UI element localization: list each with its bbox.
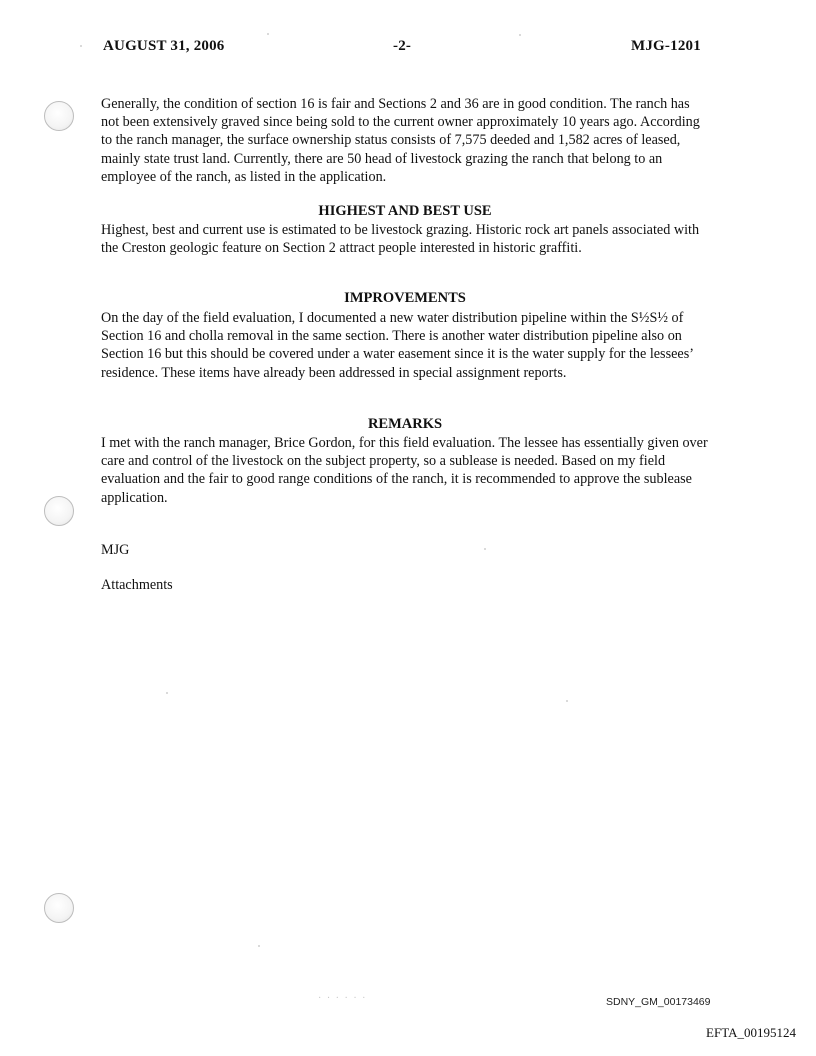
- improvements-paragraph: On the day of the field evaluation, I documented a new water distribution pipeline within the S½S½ of Section 16 and cholla removal in the same section. There is another water distribution pipeline also on Section 16 but this should be covered under a water easement since it is the water supply for the lessees’ residence. These items have already been addressed in special assignment reports.: [101, 310, 693, 381]
- attachments-note: Attachments: [101, 577, 173, 593]
- punch-hole-top: [44, 101, 74, 131]
- remarks-paragraph: I met with the ranch manager, Brice Gordon, for this field evaluation. The lessee has essentially given over care and control of the livestock on the subject property, so a sublease is needed. Based on my field evaluation and the fair to good range conditions of the ranch, it is recommended to approve the sublease application.: [101, 435, 708, 506]
- punch-hole-bottom: [44, 893, 74, 923]
- punch-hole-middle: [44, 496, 74, 526]
- memo-date: AUGUST 31, 2006: [103, 38, 225, 54]
- faint-scan-smudge: · · · · · ·: [318, 993, 367, 1004]
- heading-improvements: IMPROVEMENTS: [344, 290, 466, 306]
- scan-speck: [566, 700, 568, 702]
- efta-number: EFTA_00195124: [706, 1025, 796, 1040]
- intro-paragraph: Generally, the condition of section 16 is fair and Sections 2 and 36 are in good condition. The ranch has not been extensively graved since being sold to the current owner approximately 10 years ago. According to the ranch manager, the surface ownership status consists of 7,575 deeded and 1,582 acres of leased, mainly state trust land. Currently, there are 50 head of livestock grazing the ranch that belong to an employee of the ranch, as listed in the application.: [101, 96, 700, 185]
- author-initials: MJG: [101, 542, 130, 558]
- heading-remarks: REMARKS: [367, 416, 443, 432]
- page-number: -2-: [393, 38, 412, 54]
- heading-highest-best-use: HIGHEST AND BEST USE: [318, 203, 492, 219]
- scan-speck: [519, 34, 521, 36]
- scan-speck: [258, 945, 260, 947]
- scan-speck: [166, 692, 168, 694]
- bates-number: SDNY_GM_00173469: [606, 996, 711, 1008]
- scan-speck: [267, 33, 269, 35]
- scan-speck: [80, 45, 82, 47]
- memo-reference: MJG-1201: [631, 38, 701, 54]
- scan-speck: [484, 548, 486, 550]
- highest-best-use-paragraph: Highest, best and current use is estimated to be livestock grazing. Historic rock art panels associated with the Creston geologic feature on Section 2 attract people interested in historic graffiti.: [101, 222, 700, 257]
